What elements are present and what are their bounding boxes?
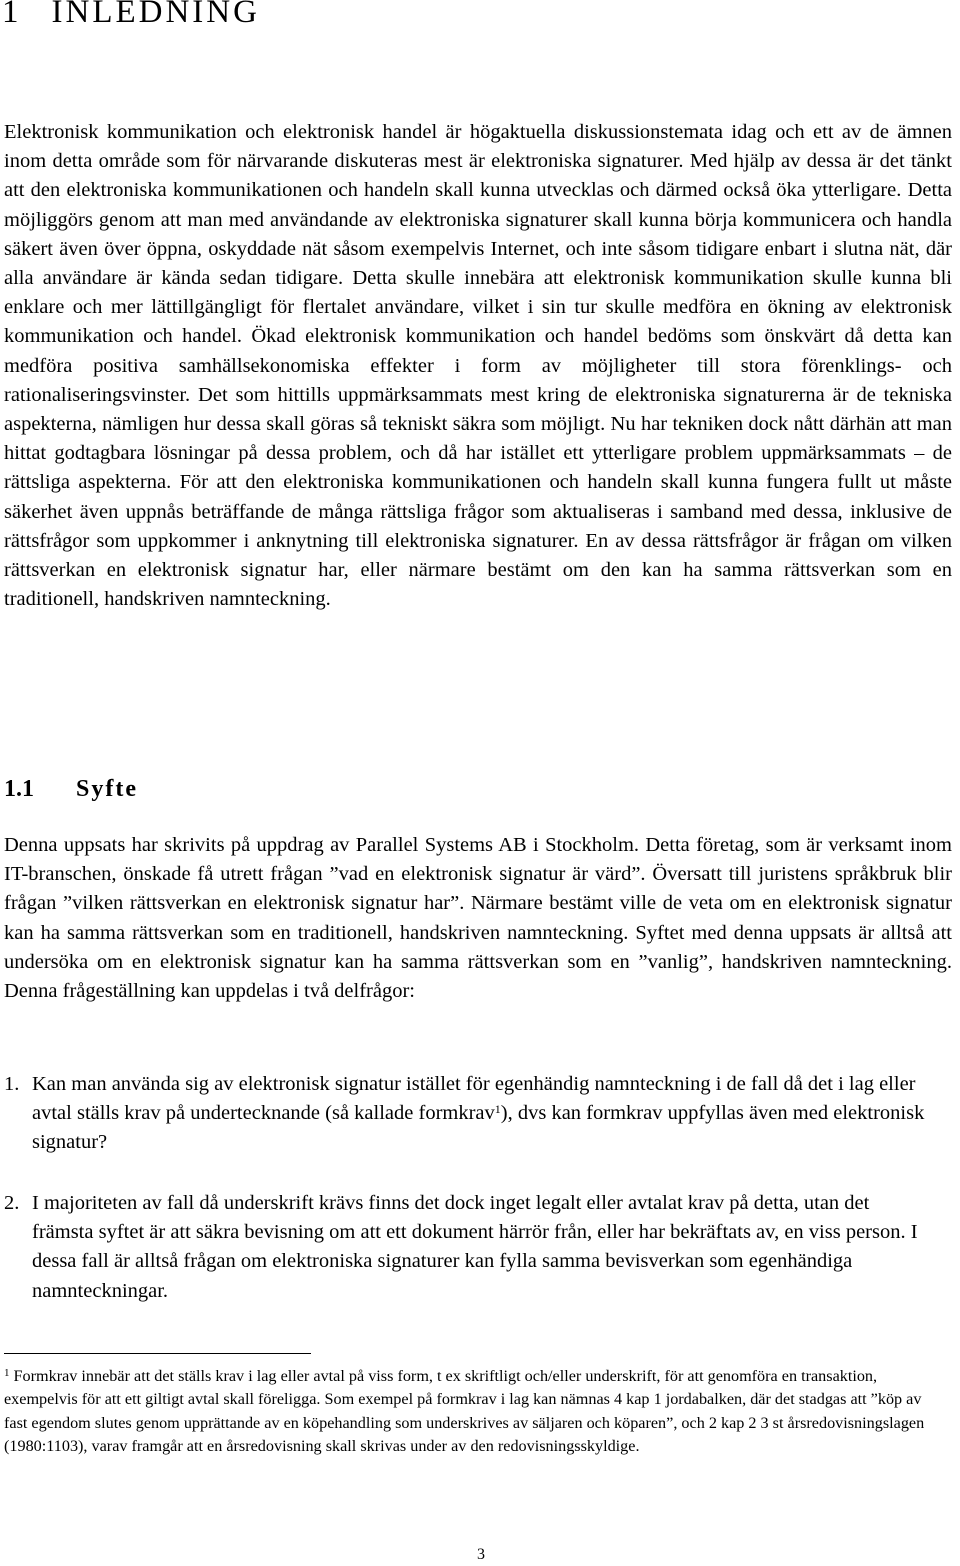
section-title: Syfte — [76, 776, 138, 802]
question-list-1 — [4, 1070, 934, 1158]
chapter-heading — [2, 0, 260, 34]
purpose-paragraph: Denna uppsats har skrivits på uppdrag av Parallel Systems AB i Stockholm. Detta företag, som är verksamt inom IT-branschen, önskade få utrett frågan ”vad en elektronisk signatur är värd”. Översatt till juristens språkbruk blir frågan ”vilken rättsverkan en elektronisk signatur har”. Närmare bestämt ville de veta om en elektronisk signatur kan ha samma rättsverkan som en traditionell, handskriven namnteckning. Syftet med denna uppsats är alltså att undersöka om en elektronisk signatur kan ha samma rättsverkan som en ”vanlig”, handskriven namnteckning. Denna frågeställning kan uppdelas i två delfrågor: — [4, 834, 952, 1003]
chapter-title: INLEDNING — [51, 0, 260, 30]
list-item-text: Kan man använda sig av elektronisk signatur istället för egenhändig namnteckning i de fall då det i lag eller avtal ställs krav på undertecknande (så kallade formkrav — [32, 1073, 916, 1125]
list-item — [4, 1070, 934, 1158]
section-heading — [4, 771, 138, 807]
intro-paragraph: Elektronisk kommunikation och elektronisk handel är högaktuella diskussionstemata idag och ett av de ämnen inom detta område som för närvarande diskuteras mest är elektroniska signaturer. Med hjälp av dessa är det tänkt att den elektroniska kommunikationen och handeln skall kunna utvecklas och därmed också öka ytterligare. Detta möjliggörs genom att man med användande av elektroniska signaturer skall kunna börja kommunicera och handla säkert även över öppna, oskyddade nät såsom exempelvis Internet, och inte såsom tidigare enbart i slutna nät, där alla användare är kända sedan tidigare. Detta skulle innebära att elektronisk kommunikation skulle kunna bli enklare och mer lättillgängligt för flertalet användare, vilket i sin tur skulle medföra en ökning av elektronisk kommunikation och handel. Ökad elektronisk kommunikation och handel bedöms som önskvärt då detta kan medföra positiva samhällsekonomiska effekter i form av möjligheter till stora förenklings- och rationaliseringsvinster. Det som hittills uppmärksammats mest kring de elektroniska signaturerna är de tekniska aspekterna, nämligen hur dessa skall göras så tekniskt säkra som möjligt. Nu har tekniken dock nått därhän att man hittat godtagbara lösningar på dessa problem, och då har istället ett ytterligare problem uppmärksammats – de rättsliga aspekterna. För att den elektroniska kommunikationen och handeln skall kunna fungera fullt ut måste säkerhet även uppnås beträffande de många rättsliga frågor som aktualiseras i samband med dessa, inklusive de rättsfrågor som uppkommer i anknytning till elektroniska signaturer. En av dessa rättsfrågor är frågan om vilken rättsverkan en elektronisk signatur har, eller närmare bestämt om den kan ha samma rättsverkan som en traditionell, handskriven namnteckning. — [4, 121, 952, 611]
question-list-2 — [4, 1189, 934, 1306]
footnote-number: 1 — [4, 1367, 10, 1379]
footnote-reference[interactable]: 1 — [494, 1102, 501, 1117]
footnote-divider — [4, 1353, 311, 1354]
page-number: 3 — [477, 1546, 485, 1563]
list-item-marker: 1. — [4, 1073, 20, 1095]
footnote-text: Formkrav innebär att det ställs krav i lag eller avtal på viss form, t ex skriftligt och/eller underskrift, för att genomföra en transaktion, exempelvis för att ett giltigt avtal skall föreligga. Som exempel på formkrav i lag kan nämnas 4 kap 1 jordabalken, där det stadgas att ”köp av fast egendom slutes genom upprättande av en köpehandling som underskrives av säljaren och köparen”, och 2 kap 2 3 st årsredovisningslagen (1980:1103), varav framgår att en årsredovisning skall skrivas under av den redovisningsskyldige. — [4, 1367, 925, 1456]
list-item-marker: 2. — [4, 1192, 20, 1214]
section-number: 1.1 — [4, 776, 34, 802]
chapter-number: 1 — [2, 0, 22, 30]
list-item — [4, 1189, 934, 1306]
list-item-text: I majoriteten av fall då underskrift krävs finns det dock inget legalt eller avtalat krav på detta, utan det främsta syftet är att säkra bevisning om att ett dokument härrör från, eller har bekräftats av, en viss person. I dessa fall är alltså frågan om elektroniska signaturer kan fylla samma bevisverkan som egenhändiga namnteckningar. — [32, 1192, 918, 1302]
footnote — [4, 1365, 948, 1459]
list-item-text-continued: ), dvs kan formkrav uppfyllas även med elektronisk signatur? — [32, 1102, 925, 1154]
